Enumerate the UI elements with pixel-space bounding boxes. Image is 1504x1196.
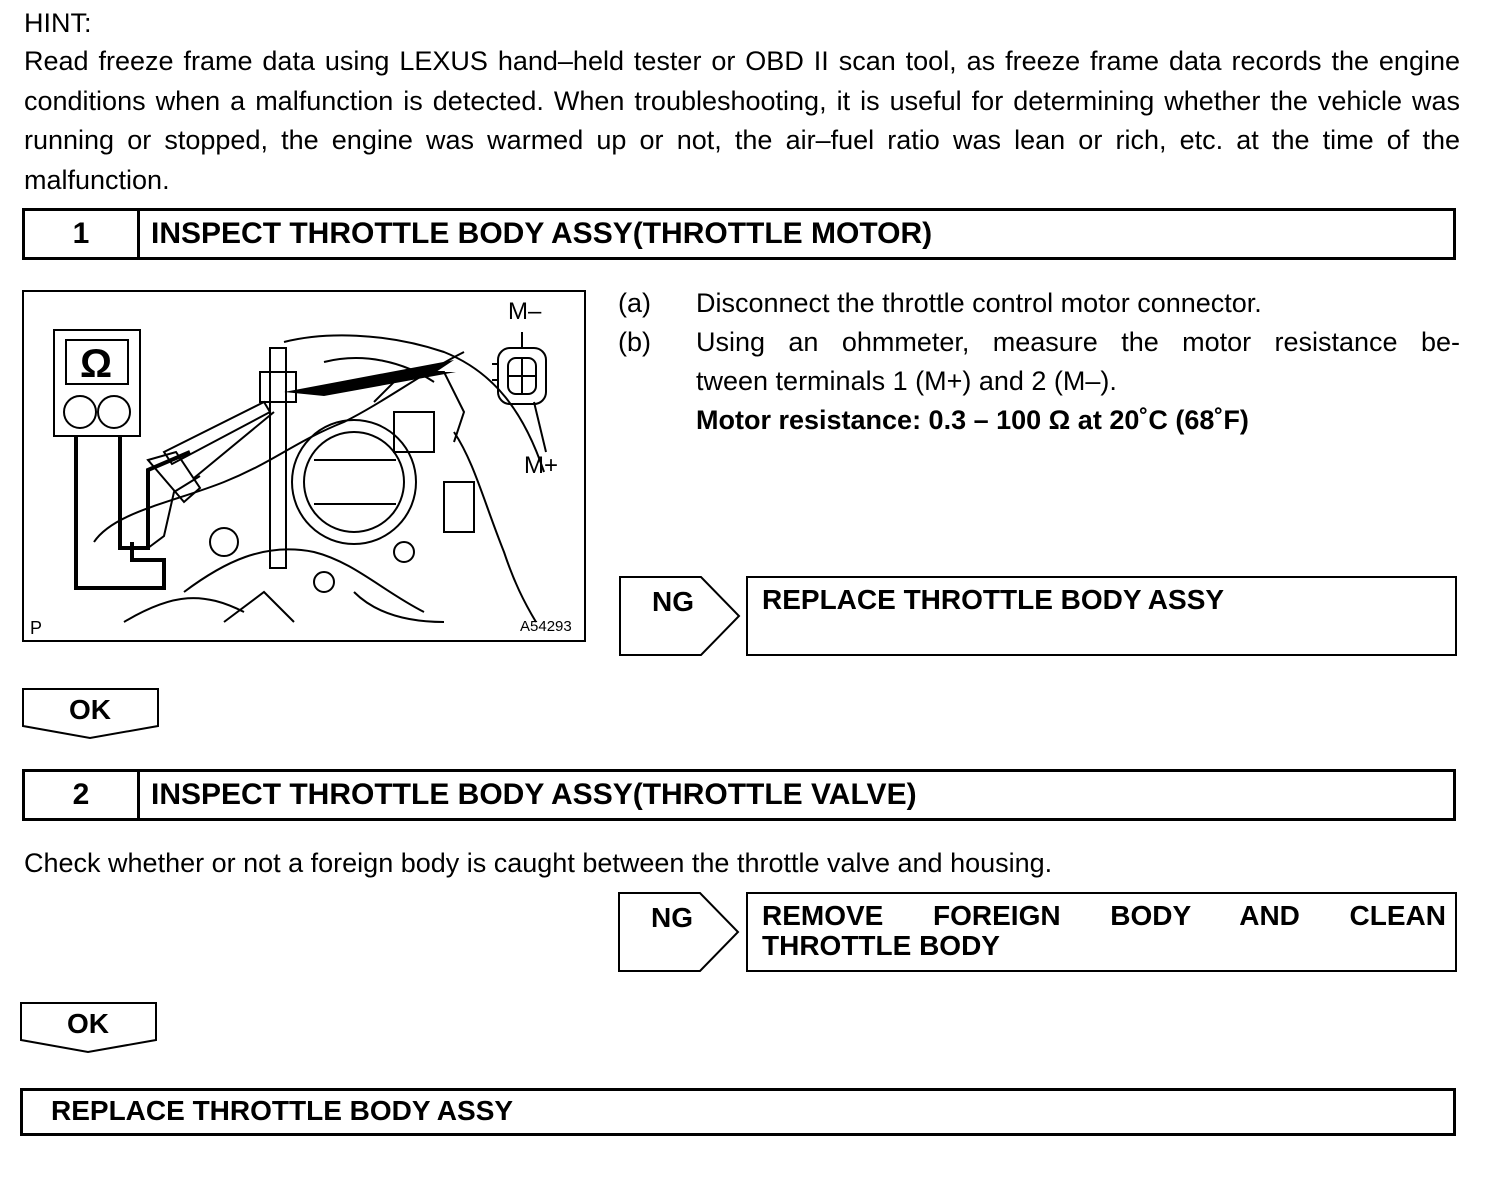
ohmmeter-figure [22, 290, 586, 642]
figure-id: A54293 [520, 618, 572, 635]
step-1-title: INSPECT THROTTLE BODY ASSY(THROTTLE MOTOR) [151, 217, 933, 250]
instruction-a-marker: (a) [618, 288, 651, 318]
step-2-ok-label: OK [67, 1008, 109, 1039]
hint-paragraph: Read freeze frame data using LEXUS hand–held tester or OBD II scan tool, as freeze frame data records the engine conditions when a malfunction is detected. When troubleshooting, it is useful for determining whether the vehicle was running or stopped, the engine was warmed up or not, the air–fuel ratio was lean or rich, etc. at the time of the malfunction. [24, 46, 1460, 195]
step-1-ng-label: NG [652, 586, 694, 617]
m-plus-label: M+ [524, 452, 559, 479]
final-action-box [20, 1088, 1456, 1136]
step-2-ng-action-box [746, 892, 1457, 972]
step-2-ng-action-line1: REMOVE FOREIGN BODY AND CLEAN [762, 900, 1446, 931]
hint-heading: HINT: [24, 8, 92, 38]
step-2-ng-label: NG [651, 902, 693, 933]
step-2-ng-action-line2: THROTTLE BODY [762, 930, 1000, 961]
step-2-number: 2 [25, 772, 140, 818]
instruction-b-line1: Using an ohmmeter, measure the motor resistance be- [696, 327, 1460, 357]
step-1-ng-action-box [746, 576, 1457, 656]
instruction-b-marker: (b) [618, 327, 651, 357]
figure-corner-label: P [30, 618, 43, 638]
final-action: REPLACE THROTTLE BODY ASSY [51, 1095, 514, 1126]
instruction-b-line2: tween terminals 1 (M+) and 2 (M–). [696, 366, 1117, 396]
step-1-header [22, 208, 1456, 260]
step-2-ng-tag [618, 892, 740, 972]
step-1-ok-label: OK [69, 694, 111, 725]
ohm-symbol: Ω [79, 342, 113, 386]
step-1-number: 1 [25, 211, 140, 257]
pointer-arrow [284, 360, 456, 396]
step-2-header [22, 769, 1456, 821]
step-1-ng-action: REPLACE THROTTLE BODY ASSY [762, 584, 1225, 615]
instruction-a-text: Disconnect the throttle control motor connector. [696, 288, 1262, 318]
step-1-ng-tag [619, 576, 741, 656]
motor-resistance-spec: Motor resistance: 0.3 – 100 Ω at 20˚C (68˚F) [696, 405, 1249, 435]
step-2-title: INSPECT THROTTLE BODY ASSY(THROTTLE VALVE) [151, 778, 917, 811]
m-minus-label: M– [508, 298, 542, 325]
step-1-ok-tag [22, 688, 160, 740]
step-2-ok-tag [20, 1002, 158, 1054]
step-2-check-text: Check whether or not a foreign body is caught between the throttle valve and housing. [24, 848, 1053, 878]
